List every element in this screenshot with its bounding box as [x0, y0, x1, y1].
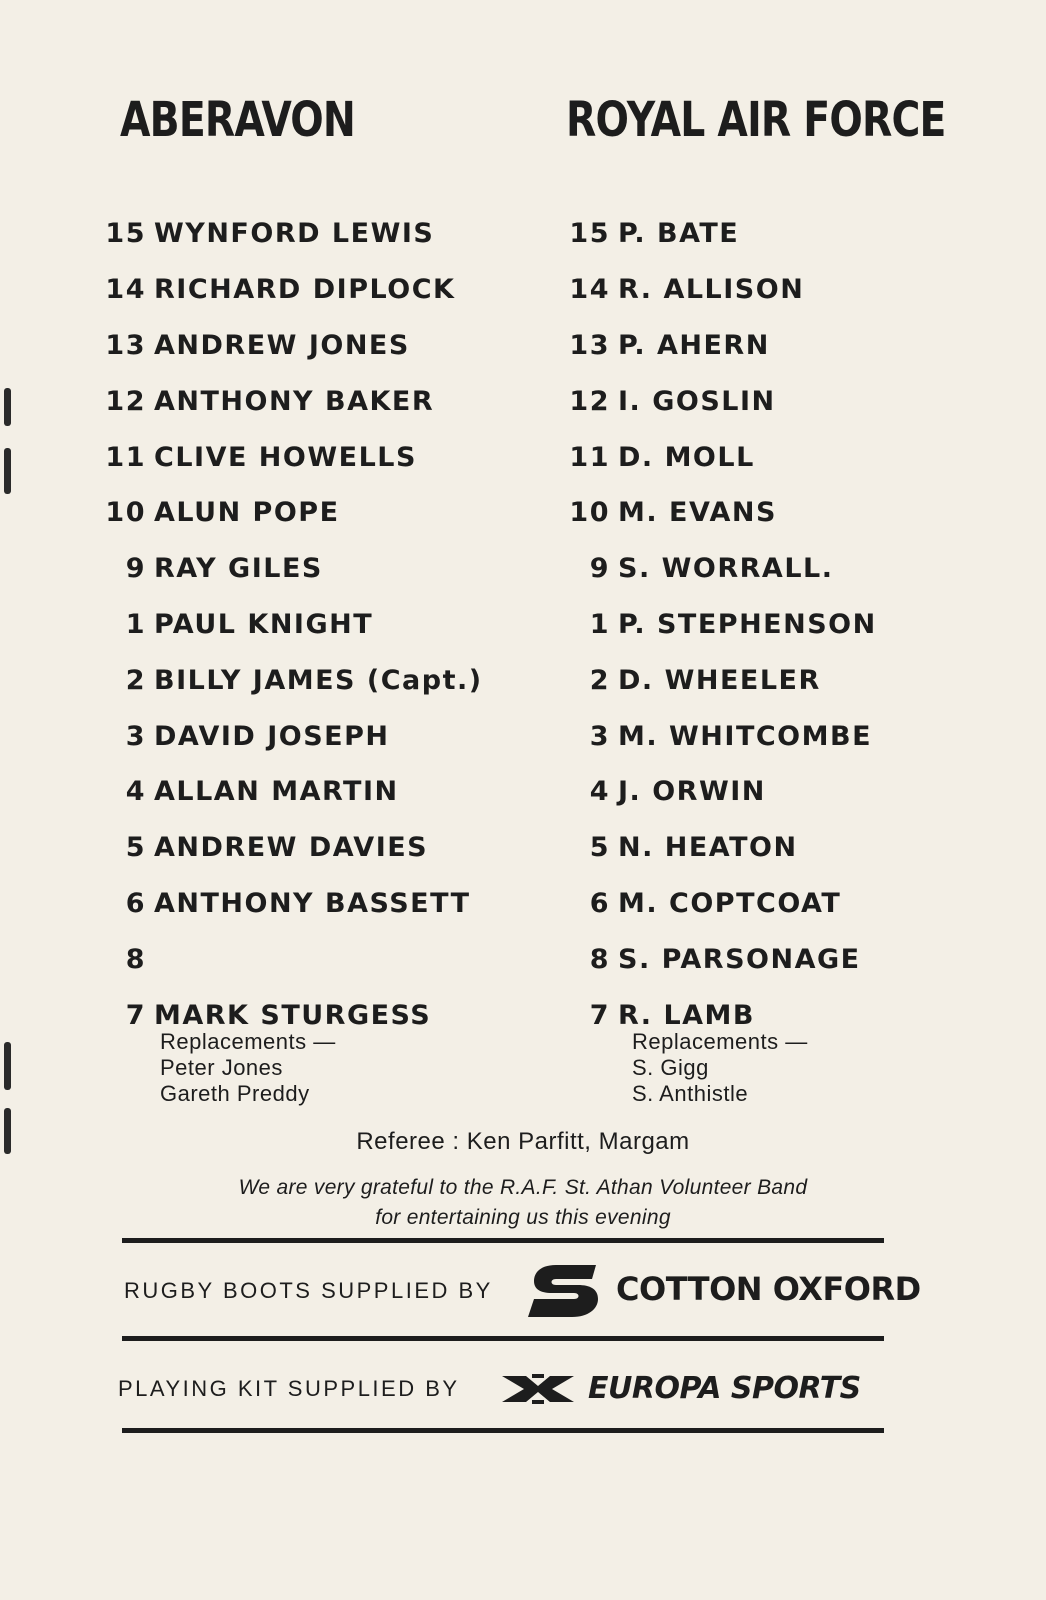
player-name: MARK STURGESS	[154, 999, 432, 1031]
shirt-number: 13	[105, 329, 146, 361]
away-team-title: ROYAL AIR FORCE	[566, 92, 946, 148]
divider	[122, 1428, 884, 1433]
shirt-number: 9	[125, 553, 146, 585]
shirt-number: 6	[589, 887, 610, 919]
player-name: M. WHITCOMBE	[618, 720, 873, 752]
shirt-number: 5	[125, 832, 146, 864]
player-row	[564, 876, 877, 932]
player-name: D. MOLL	[618, 441, 755, 473]
player-name: P. BATE	[618, 218, 740, 250]
replacement-player: S. Anthistle	[632, 1081, 749, 1106]
player-row	[564, 206, 877, 262]
shirt-number: 11	[105, 441, 146, 473]
kit-sponsor-label: PLAYING KIT SUPPLIED BY	[118, 1376, 460, 1401]
player-row	[564, 820, 877, 876]
shirt-number: 2	[589, 664, 610, 696]
player-row	[100, 931, 483, 987]
player-row	[564, 597, 877, 653]
player-name: RICHARD DIPLOCK	[154, 274, 456, 306]
thanks-line: for entertaining us this evening	[375, 1206, 671, 1229]
shirt-number: 8	[589, 943, 610, 975]
player-row	[100, 820, 483, 876]
binding-mark	[4, 448, 11, 494]
shirt-number: 8	[125, 943, 146, 975]
shirt-number: 1	[125, 608, 146, 640]
cotton-oxford-s-logo-icon	[526, 1261, 604, 1321]
replacement-player: S. Gigg	[632, 1055, 709, 1080]
player-row	[100, 206, 483, 262]
player-row	[100, 485, 483, 541]
player-row	[100, 262, 483, 318]
shirt-number: 1	[589, 608, 610, 640]
thanks-line: We are very grateful to the R.A.F. St. Athan Volunteer Band	[238, 1176, 808, 1199]
kit-sponsor-brand: EUROPA SPORTS	[588, 1371, 861, 1406]
shirt-number: 15	[569, 218, 610, 250]
away-replacements	[632, 1029, 808, 1107]
home-team-roster	[100, 206, 483, 1043]
home-team-title: ABERAVON	[120, 92, 356, 148]
player-row	[564, 708, 877, 764]
player-name: ANTHONY BAKER	[154, 385, 435, 417]
player-name: M. EVANS	[618, 497, 777, 529]
player-row	[100, 708, 483, 764]
player-row	[564, 652, 877, 708]
player-name: ALUN POPE	[154, 497, 340, 529]
player-row	[564, 764, 877, 820]
player-name: J. ORWIN	[618, 776, 766, 808]
player-row	[100, 764, 483, 820]
replacements-label: Replacements —	[632, 1029, 808, 1054]
shirt-number: 9	[589, 553, 610, 585]
shirt-number: 11	[569, 441, 610, 473]
player-name: N. HEATON	[618, 832, 798, 864]
player-row	[100, 318, 483, 374]
shirt-number: 12	[105, 385, 146, 417]
player-row	[564, 429, 877, 485]
player-name: S. PARSONAGE	[618, 943, 861, 975]
player-name: R. LAMB	[618, 999, 755, 1031]
player-name: CLIVE HOWELLS	[154, 441, 417, 473]
player-name: R. ALLISON	[618, 274, 805, 306]
shirt-number: 3	[589, 720, 610, 752]
away-team-roster	[564, 206, 877, 1043]
shirt-number: 7	[589, 999, 610, 1031]
player-name: ANDREW DAVIES	[154, 832, 429, 864]
player-row	[100, 597, 483, 653]
shirt-number: 15	[105, 218, 146, 250]
player-row	[100, 541, 483, 597]
shirt-number: 10	[569, 497, 610, 529]
player-name: ANDREW JONES	[154, 329, 410, 361]
thanks-note	[0, 1173, 1046, 1233]
player-name: D. WHEELER	[618, 664, 821, 696]
shirt-number: 3	[125, 720, 146, 752]
referee-line: Referee : Ken Parfitt, Margam	[356, 1128, 690, 1155]
europa-x-logo-icon	[502, 1374, 574, 1404]
player-row	[564, 931, 877, 987]
home-replacements	[160, 1029, 336, 1107]
shirt-number: 4	[589, 776, 610, 808]
shirt-number: 4	[125, 776, 146, 808]
player-name: DAVID JOSEPH	[154, 720, 390, 752]
boots-sponsor-brand: COTTON OXFORD	[616, 1270, 921, 1308]
player-name: I. GOSLIN	[618, 385, 776, 417]
shirt-number: 7	[125, 999, 146, 1031]
player-name: WYNFORD LEWIS	[154, 218, 435, 250]
binding-mark	[4, 388, 11, 426]
shirt-number: 6	[125, 887, 146, 919]
shirt-number: 12	[569, 385, 610, 417]
player-row	[100, 429, 483, 485]
shirt-number: 2	[125, 664, 146, 696]
player-name: ALLAN MARTIN	[154, 776, 399, 808]
player-row	[564, 373, 877, 429]
binding-mark	[4, 1042, 11, 1090]
player-name: ANTHONY BASSETT	[154, 887, 471, 919]
boots-sponsor-label: RUGBY BOOTS SUPPLIED BY	[124, 1278, 493, 1303]
divider	[122, 1238, 884, 1243]
player-row	[564, 541, 877, 597]
player-name: PAUL KNIGHT	[154, 608, 374, 640]
player-row	[564, 318, 877, 374]
replacements-label: Replacements —	[160, 1029, 336, 1054]
shirt-number: 10	[105, 497, 146, 529]
shirt-number: 5	[589, 832, 610, 864]
player-row	[100, 373, 483, 429]
player-name: P. STEPHENSON	[618, 608, 877, 640]
shirt-number: 14	[569, 274, 610, 306]
player-name: M. COPTCOAT	[618, 887, 842, 919]
shirt-number: 13	[569, 329, 610, 361]
player-row	[564, 262, 877, 318]
player-row	[564, 485, 877, 541]
shirt-number: 14	[105, 274, 146, 306]
replacement-player: Gareth Preddy	[160, 1081, 310, 1106]
player-row	[100, 876, 483, 932]
player-name: BILLY JAMES (Capt.)	[154, 664, 483, 696]
replacement-player: Peter Jones	[160, 1055, 283, 1080]
player-name: S. WORRALL.	[618, 553, 834, 585]
player-name: P. AHERN	[618, 329, 770, 361]
divider	[122, 1336, 884, 1341]
player-name: RAY GILES	[154, 553, 323, 585]
player-row	[100, 652, 483, 708]
